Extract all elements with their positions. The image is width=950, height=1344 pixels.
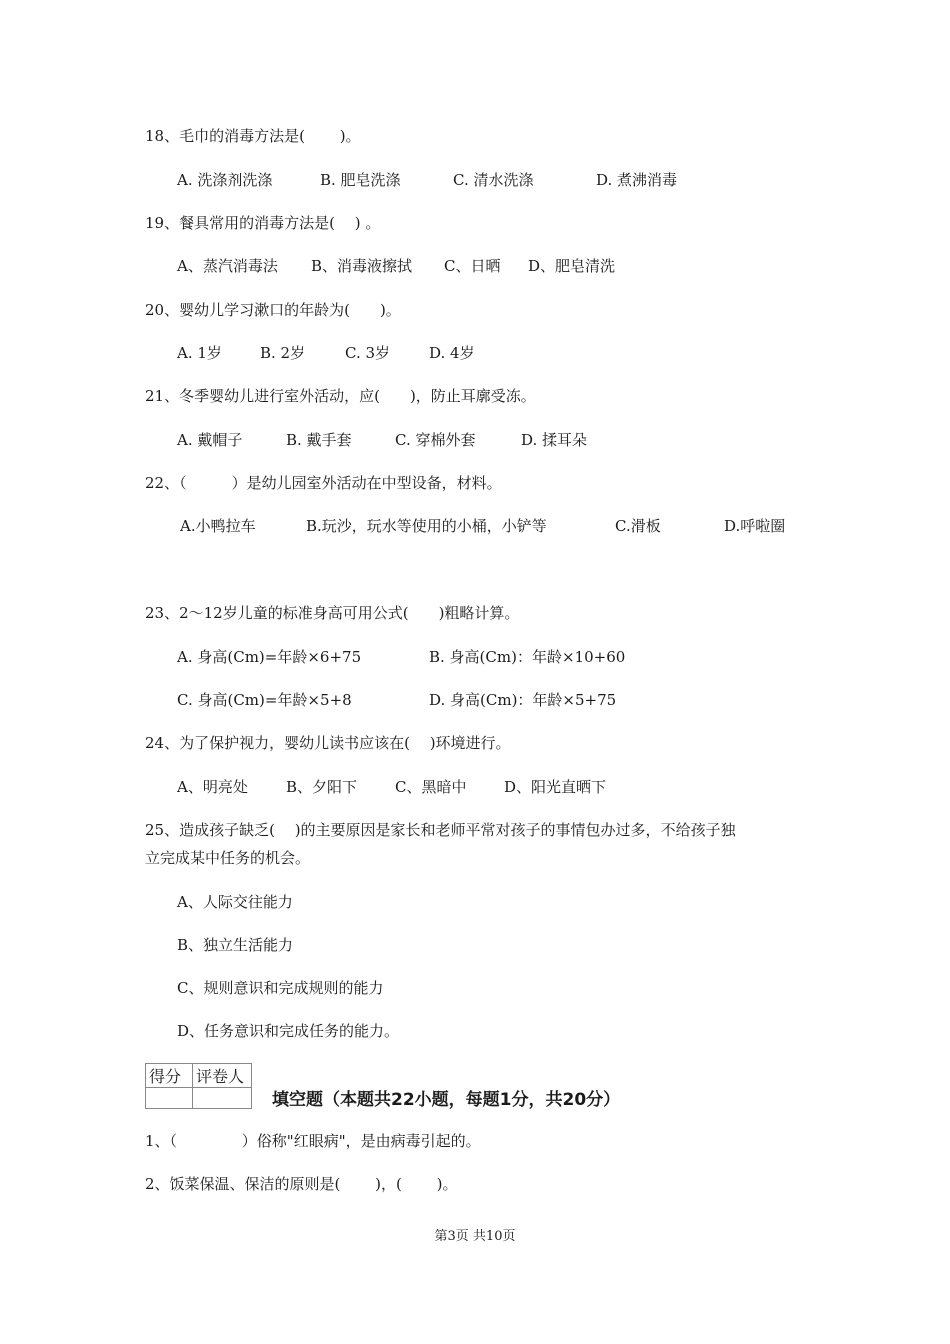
q22-option-b: B.玩沙，玩水等使用的小桶，小铲等 — [306, 517, 547, 535]
grader-cell — [193, 1088, 252, 1109]
q25-option-b: B、独立生活能力 — [177, 936, 294, 954]
page-footer: 第3页 共10页 — [434, 1229, 516, 1244]
q24-option-a: A、明亮处 — [177, 778, 248, 796]
score-cell — [146, 1088, 193, 1109]
q22-option-a: A.小鸭拉车 — [180, 517, 256, 535]
question-21-stem: 21、冬季婴幼儿进行室外活动，应( )，防止耳廓受冻。 — [145, 387, 536, 405]
score-label: 得分 — [146, 1064, 193, 1088]
q24-option-d: D、阳光直晒下 — [504, 778, 607, 796]
q25-option-a: A、人际交往能力 — [177, 893, 293, 911]
grader-label: 评卷人 — [193, 1064, 252, 1088]
q18-option-a: A. 洗涤剂洗涤 — [177, 171, 273, 189]
q18-option-b: B. 肥皂洗涤 — [320, 171, 401, 189]
q21-option-b: B. 戴手套 — [286, 431, 352, 449]
question-22-stem: 22、（ ）是幼儿园室外活动在中型设备，材料。 — [145, 474, 502, 492]
q21-option-d: D. 揉耳朵 — [521, 431, 588, 449]
question-25-stem-line1: 25、造成孩子缺乏( )的主要原因是家长和老师平常对孩子的事情包办过多，不给孩子独 — [145, 821, 736, 839]
fill-blank-1: 1、（ ）俗称"红眼病"，是由病毒引起的。 — [145, 1132, 481, 1150]
question-23-stem: 23、2～12岁儿童的标准身高可用公式( )粗略计算。 — [145, 604, 520, 622]
fill-blank-2: 2、饭菜保温、保洁的原则是( )，( )。 — [145, 1175, 458, 1193]
q18-option-d: D. 煮沸消毒 — [596, 171, 678, 189]
score-box — [145, 1063, 252, 1109]
q19-option-a: A、蒸汽消毒法 — [177, 257, 278, 275]
question-25-stem-line2: 立完成某中任务的机会。 — [145, 849, 311, 867]
q20-option-c: C. 3岁 — [345, 344, 391, 362]
question-24-stem: 24、为了保护视力，婴幼儿读书应该在( )环境进行。 — [145, 734, 511, 752]
q21-option-a: A. 戴帽子 — [177, 431, 243, 449]
q24-option-b: B、夕阳下 — [286, 778, 358, 796]
q23-option-d: D. 身高(Cm)：年龄×5+75 — [429, 691, 617, 709]
q24-option-c: C、黑暗中 — [395, 778, 467, 796]
q20-option-d: D. 4岁 — [429, 344, 475, 362]
q21-option-c: C. 穿棉外套 — [395, 431, 476, 449]
question-20-stem: 20、婴幼儿学习漱口的年龄为( )。 — [145, 301, 401, 319]
q22-option-d: D.呼啦圈 — [724, 517, 786, 535]
section-title: 填空题（本题共22小题，每题1分，共20分） — [272, 1090, 621, 1110]
q19-option-b: B、消毒液擦拭 — [311, 257, 413, 275]
q23-option-b: B. 身高(Cm)：年龄×10+60 — [429, 648, 626, 666]
q20-option-a: A. 1岁 — [177, 344, 222, 362]
q25-option-c: C、规则意识和完成规则的能力 — [177, 979, 384, 997]
q20-option-b: B. 2岁 — [260, 344, 306, 362]
q23-option-a: A. 身高(Cm)=年龄×6+75 — [177, 648, 362, 666]
question-19-stem: 19、餐具常用的消毒方法是( ) 。 — [145, 214, 381, 232]
q18-option-c: C. 清水洗涤 — [453, 171, 534, 189]
q22-option-c: C.滑板 — [615, 517, 661, 535]
q19-option-c: C、日晒 — [444, 257, 501, 275]
question-18-stem: 18、毛巾的消毒方法是( )。 — [145, 127, 361, 145]
q23-option-c: C. 身高(Cm)=年龄×5+8 — [177, 691, 352, 709]
q25-option-d: D、任务意识和完成任务的能力。 — [177, 1022, 400, 1040]
q19-option-d: D、肥皂清洗 — [528, 257, 616, 275]
